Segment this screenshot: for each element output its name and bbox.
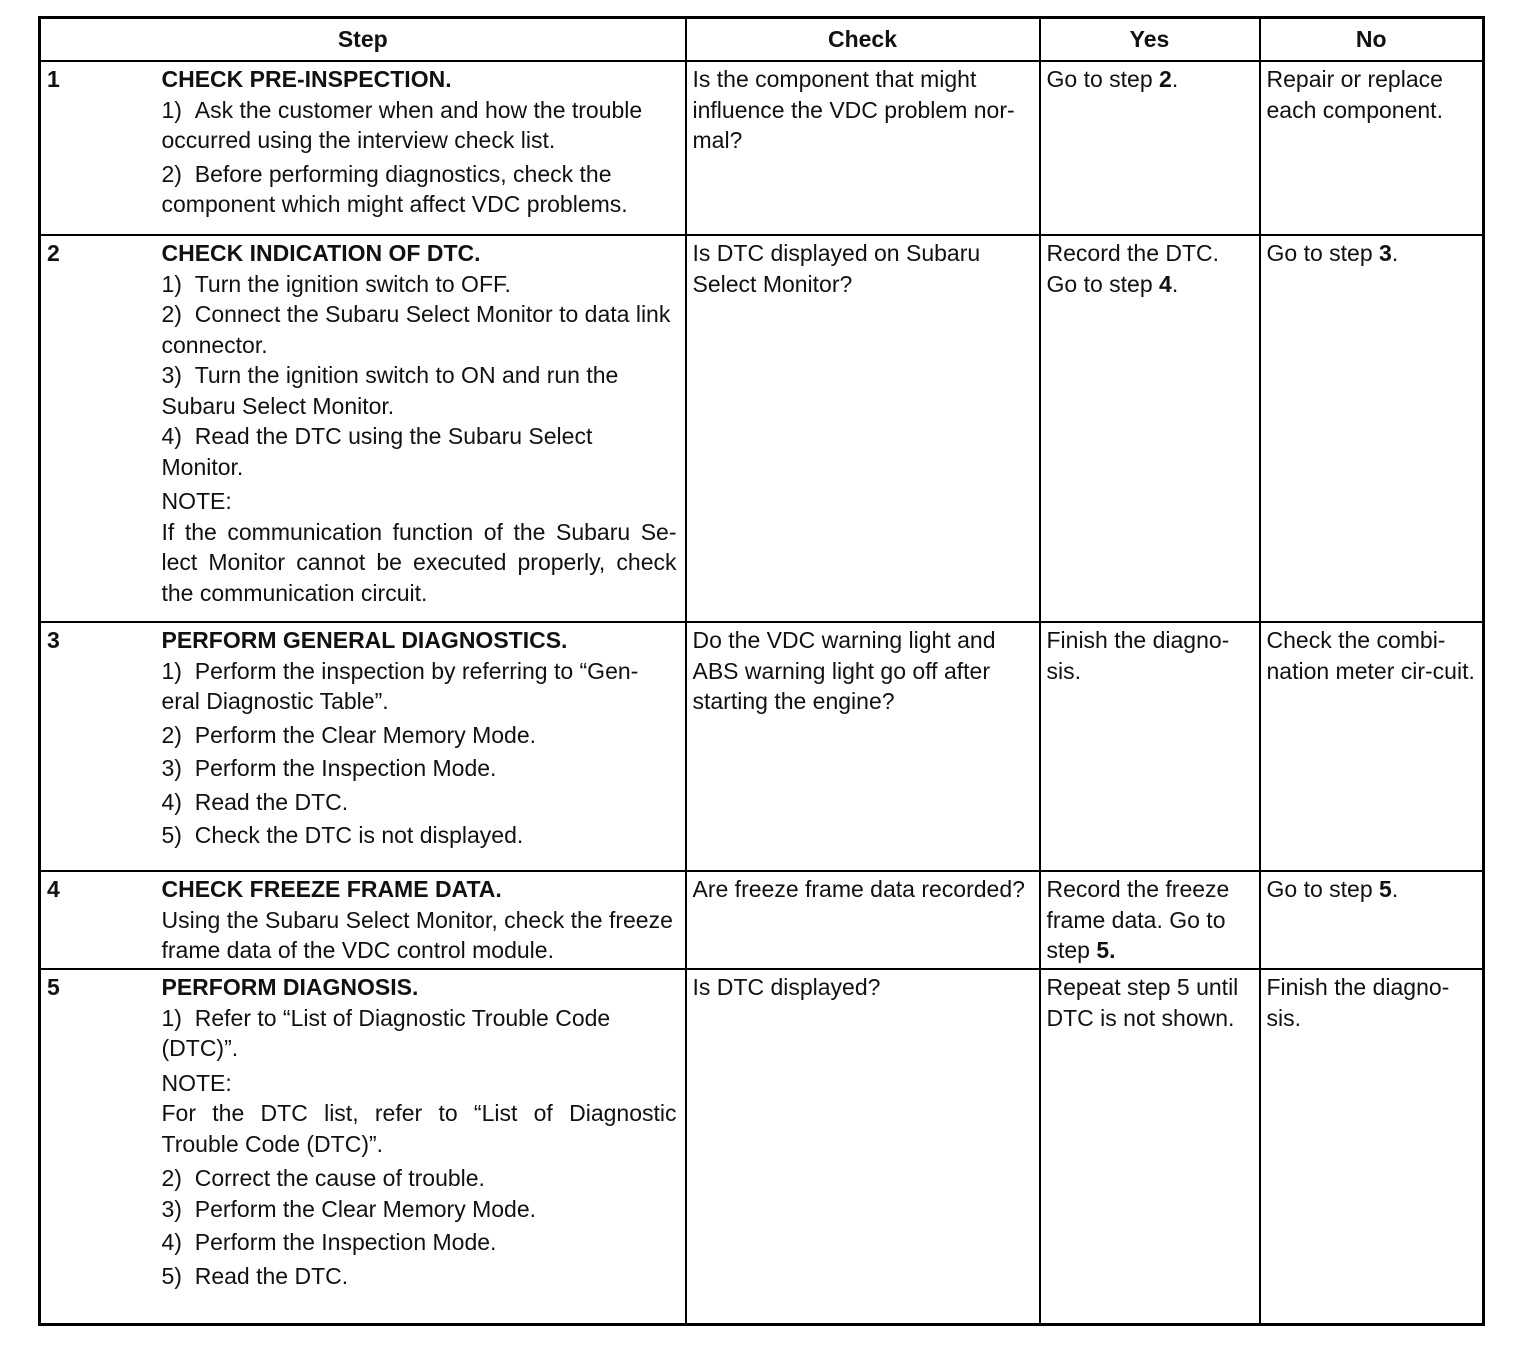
table-row <box>40 235 1484 622</box>
step-cell <box>162 61 686 235</box>
yes-cell <box>1040 871 1260 969</box>
step-item: 1) Turn the ignition switch to OFF. <box>161 270 511 297</box>
yes-cell: Finish the diagno-sis. <box>1040 622 1260 871</box>
step-item: 2) Perform the Clear Memory Mode. <box>161 721 537 748</box>
yes-text: Go to step <box>1046 66 1160 92</box>
yes-step-ref: 5. <box>1096 937 1116 963</box>
step-item: 1) Refer to “List of Diagnostic Trouble Code (DTC)”. <box>161 1004 611 1061</box>
note-label: NOTE: <box>161 488 232 514</box>
step-item: 4) Read the DTC. <box>161 788 349 815</box>
step-item: 1) Perform the inspection by referring to “Gen-eral Diagnostic Table”. <box>161 657 639 714</box>
step-cell <box>162 871 686 969</box>
table-row <box>40 622 1484 871</box>
note-text: For the DTC list, refer to “List of Diagnostic Trouble Code (DTC)”. <box>161 1100 677 1157</box>
header-check: Check <box>686 18 1040 62</box>
table-row <box>40 969 1484 1325</box>
no-text: Go to step <box>1266 876 1380 902</box>
header-row <box>40 18 1484 62</box>
step-item: 2) Connect the Subaru Select Monitor to data link connector. <box>161 301 671 358</box>
yes-step-ref: 4 <box>1159 270 1172 297</box>
table-row <box>40 61 1484 235</box>
header-no: No <box>1260 18 1484 62</box>
step-number: 3 <box>40 622 162 871</box>
no-text-end: . <box>1391 240 1399 266</box>
step-number: 5 <box>40 969 162 1325</box>
no-cell <box>1260 871 1484 969</box>
step-number: 1 <box>40 61 162 235</box>
step-body: Using the Subaru Select Monitor, check the freeze frame data of the VDC control module. <box>161 906 673 963</box>
step-item: 2) Correct the cause of trouble. <box>161 1165 485 1191</box>
step-title: CHECK PRE-INSPECTION. <box>161 66 452 92</box>
step-item: 1) Ask the customer when and how the trouble occurred using the interview check list. <box>161 96 643 153</box>
check-cell: Do the VDC warning light and ABS warning light go off after starting the engine? <box>686 622 1040 871</box>
yes-text-end: . <box>1171 270 1179 297</box>
yes-text-end: . <box>1171 66 1179 92</box>
step-title: PERFORM GENERAL DIAGNOSTICS. <box>161 627 568 653</box>
no-text: Go to step <box>1266 240 1380 266</box>
step-item: 3) Perform the Inspection Mode. <box>161 755 497 781</box>
yes-cell <box>1040 235 1260 622</box>
check-cell: Is DTC displayed on Subaru Select Monitor? <box>686 235 1040 622</box>
no-cell: Check the combi-nation meter cir-cuit. <box>1260 622 1484 871</box>
no-cell: Repair or replace each component. <box>1260 61 1484 235</box>
yes-step-ref: 2 <box>1159 66 1172 92</box>
no-cell <box>1260 235 1484 622</box>
no-step-ref: 5 <box>1379 876 1392 902</box>
step-item: 3) Turn the ignition switch to ON and run the Subaru Select Monitor. <box>161 362 619 419</box>
check-cell: Is the component that might influence the VDC problem nor-mal? <box>686 61 1040 235</box>
yes-text: Record the DTC. Go to step <box>1046 240 1220 297</box>
step-title: PERFORM DIAGNOSIS. <box>161 974 419 1000</box>
step-item: 2) Before performing diagnostics, check the component which might affect VDC problems. <box>161 160 628 217</box>
step-item: 4) Perform the Inspection Mode. <box>161 1229 497 1255</box>
step-number: 2 <box>40 235 162 622</box>
yes-cell <box>1040 61 1260 235</box>
step-item: 3) Perform the Clear Memory Mode. <box>161 1195 537 1222</box>
step-cell <box>162 235 686 622</box>
header-step: Step <box>40 18 686 62</box>
table-row <box>40 871 1484 969</box>
check-cell: Is DTC displayed? <box>686 969 1040 1325</box>
header-yes: Yes <box>1040 18 1260 62</box>
no-cell: Finish the diagno-sis. <box>1260 969 1484 1325</box>
note-label: NOTE: <box>161 1069 232 1096</box>
step-title: CHECK INDICATION OF DTC. <box>161 240 481 266</box>
step-cell <box>162 622 686 871</box>
yes-text: Record the freeze frame data. Go to step <box>1046 876 1230 963</box>
diagnostic-table <box>38 16 1485 1326</box>
no-text-end: . <box>1391 876 1399 902</box>
yes-cell: Repeat step 5 until DTC is not shown. <box>1040 969 1260 1325</box>
step-item: 5) Read the DTC. <box>161 1262 349 1289</box>
step-item: 4) Read the DTC using the Subaru Select Monitor. <box>161 423 593 480</box>
no-step-ref: 3 <box>1379 240 1392 266</box>
step-item: 5) Check the DTC is not displayed. <box>161 822 524 848</box>
step-number: 4 <box>40 871 162 969</box>
step-title: CHECK FREEZE FRAME DATA. <box>161 876 502 902</box>
note-text: If the communication function of the Subaru Se-lect Monitor cannot be executed properly, check the communication circuit. <box>161 518 677 606</box>
step-cell <box>162 969 686 1325</box>
check-cell: Are freeze frame data recorded? <box>686 871 1040 969</box>
